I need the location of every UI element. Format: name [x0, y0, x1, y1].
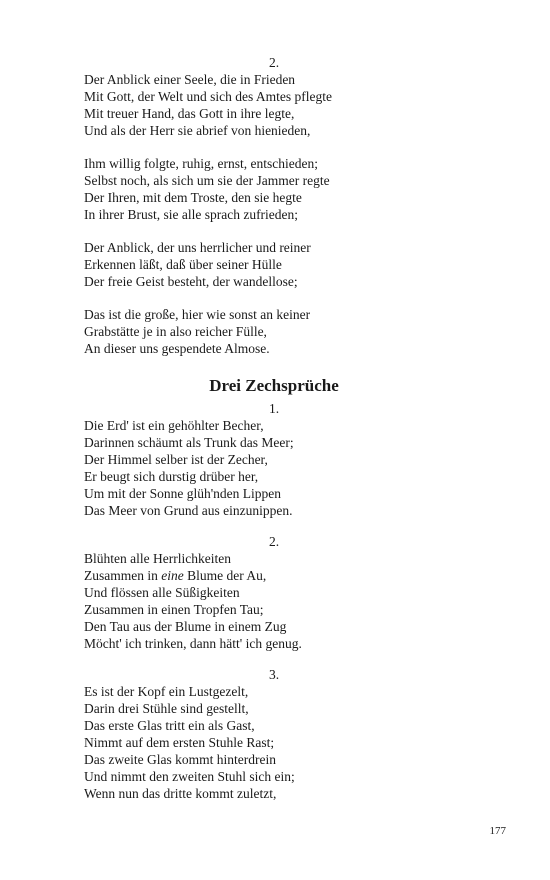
verse-line: Erkennen läßt, daß über seiner Hülle	[84, 257, 282, 272]
stanza	[84, 239, 464, 290]
verse-line: In ihrer Brust, sie alle sprach zufrieden;	[84, 207, 299, 222]
verse-line: Darinnen schäumt als Trunk das Meer;	[84, 435, 294, 450]
verse-line: Der freie Geist besteht, der wandellose;	[84, 274, 298, 289]
stanza	[84, 417, 464, 519]
verse-text: Zusammen in	[84, 568, 162, 583]
verse-line: Den Tau aus der Blume in einem Zug	[84, 619, 287, 634]
verse-line: Nimmt auf dem ersten Stuhle Rast;	[84, 735, 275, 750]
verse-line: Das Meer von Grund aus einzunippen.	[84, 503, 293, 518]
verse-line: Blühten alle Herrlichkeiten	[84, 551, 231, 566]
verse-line: Das zweite Glas kommt hinterdrein	[84, 752, 276, 767]
verse-line: Und nimmt den zweiten Stuhl sich ein;	[84, 769, 295, 784]
verse-line: Das erste Glas tritt ein als Gast,	[84, 718, 255, 733]
verse-line: Und als der Herr sie abrief von hienieden,	[84, 123, 311, 138]
stanza	[84, 306, 464, 357]
verse-line: Der Ihren, mit dem Troste, den sie hegte	[84, 190, 302, 205]
verse-line: Der Anblick, der uns herrlicher und reiner	[84, 240, 311, 255]
verse-line: Der Himmel selber ist der Zecher,	[84, 452, 268, 467]
verse-line: Möcht' ich trinken, dann hätt' ich genug.	[84, 636, 302, 651]
verse-line: Der Anblick einer Seele, die in Frieden	[84, 72, 296, 87]
verse-line: Er beugt sich durstig drüber her,	[84, 469, 259, 484]
poem-number: 3.	[268, 667, 280, 682]
verse-line: Wenn nun das dritte kommt zuletzt,	[84, 786, 277, 801]
verse-line: Mit Gott, der Welt und sich des Amtes pflegte	[84, 89, 333, 104]
poem-number: 2.	[268, 55, 280, 70]
verse-line: An dieser uns gespendete Almose.	[84, 341, 270, 356]
poem-number: 1.	[268, 401, 280, 416]
stanza	[84, 550, 464, 652]
stanza	[84, 71, 464, 139]
emphasized-word: eine	[161, 568, 184, 583]
verse-line: Mit treuer Hand, das Gott in ihre legte,	[84, 106, 295, 121]
verse-line: Darin drei Stühle sind gestellt,	[84, 701, 249, 716]
stanza	[84, 683, 464, 802]
verse-line	[84, 567, 464, 584]
page-body	[84, 54, 464, 802]
page-number: 177	[489, 825, 506, 837]
verse-line: Ihm willig folgte, ruhig, ernst, entschieden;	[84, 156, 318, 171]
stanza	[84, 155, 464, 223]
verse-text: Blume der Au,	[183, 568, 267, 583]
verse-line: Und flössen alle Süßigkeiten	[84, 585, 240, 600]
section-heading: Drei Zechsprüche	[209, 376, 339, 395]
poem-number: 2.	[268, 534, 280, 549]
verse-line: Es ist der Kopf ein Lustgezelt,	[84, 684, 249, 699]
verse-line: Zusammen in einen Tropfen Tau;	[84, 602, 264, 617]
verse-line: Grabstätte je in also reicher Fülle,	[84, 324, 267, 339]
verse-line: Selbst noch, als sich um sie der Jammer regte	[84, 173, 330, 188]
verse-line: Um mit der Sonne glüh'nden Lippen	[84, 486, 282, 501]
verse-line: Die Erd' ist ein gehöhlter Becher,	[84, 418, 264, 433]
verse-line: Das ist die große, hier wie sonst an keiner	[84, 307, 311, 322]
